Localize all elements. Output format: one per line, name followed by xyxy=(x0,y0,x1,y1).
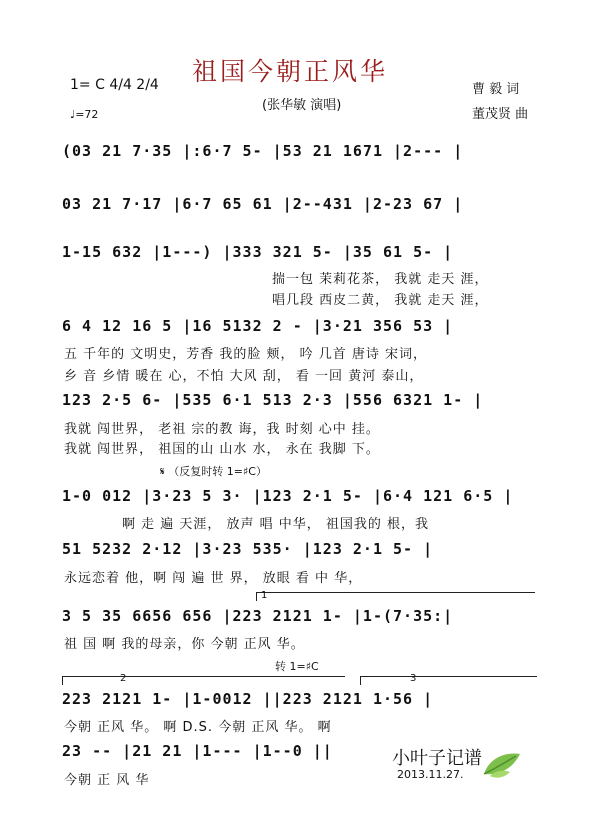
modulation-note: 转 1=♯C xyxy=(275,660,319,673)
lyric-row-7: 永远恋着 他，啊 闯 遍 世 界， 放眼 看 中 华， xyxy=(64,571,363,586)
ending-2-number: 2 xyxy=(120,673,127,684)
ending-2-bracket xyxy=(62,676,345,685)
ending-1-bracket xyxy=(256,592,535,601)
music-row-9: 223 2121 1- |1-0012 ||223 2121 1·56 | xyxy=(62,690,434,708)
song-title: 祖国今朝正风华 xyxy=(192,57,389,86)
lyric-row-8: 祖 国 啊 我的母亲，你 今朝 正风 华。 xyxy=(64,637,305,652)
lyric-row-6: 啊 走 遍 天涯， 放声 唱 中华， 祖国我的 根，我 xyxy=(122,517,430,532)
music-row-10: 23 -- |21 21 |1--- |1--0 || xyxy=(62,742,333,760)
segno-icon: 𝄋 xyxy=(160,465,165,478)
lyric-row-4-verse-1: 五 千年的 文明史，芳香 我的脸 颊， 吟 几首 唐诗 宋词， xyxy=(64,347,428,362)
transcription-date: 2013.11.27. xyxy=(397,768,464,781)
lyric-row-9: 今朝 正风 华。 啊 D.S. 今朝 正风 华。 啊 xyxy=(64,720,332,735)
lyric-row-3-verse-1: 揣一包 茉莉花茶， 我就 走天 涯， xyxy=(272,272,489,287)
lyric-row-10: 今朝 正 风 华 xyxy=(64,773,150,788)
ending-3-bracket xyxy=(360,676,537,685)
music-row-2: 03 21 7·17 |6·7 65 61 |2--431 |2-23 67 | xyxy=(62,195,464,213)
music-row-5: 123 2·5 6- |535 6·1 513 2·3 |556 6321 1- | xyxy=(62,391,484,409)
music-row-8: 3 5 35 6656 656 |223 2121 1- |1-(7·35:| xyxy=(62,607,454,625)
lyric-row-5-verse-1: 我就 闯世界， 老祖 宗的教 诲，我 时刻 心中 挂。 xyxy=(64,422,380,437)
lyricist-credit: 曹 毅 词 xyxy=(472,82,520,97)
music-row-7: 51 5232 2·12 |3·23 535· |123 2·1 5- | xyxy=(62,540,434,558)
music-row-4: 6 4 12 16 5 |16 5132 2 - |3·21 356 53 | xyxy=(62,317,454,335)
segno-repeat-note: 𝄋 （反复时转 1=♯C） xyxy=(160,465,267,478)
leaf-logo-icon xyxy=(480,748,524,780)
tempo-marking: ♩=72 xyxy=(70,108,99,121)
transcriber-brand: 小叶子记谱 xyxy=(392,748,482,769)
music-row-6: 1-0 012 |3·23 5 3· |123 2·1 5- |6·4 121 6·5 | xyxy=(62,487,514,505)
performer-subtitle: (张华敏 演唱) xyxy=(262,98,342,113)
music-row-3: 1-15 632 |1---) |333 321 5- |35 61 5- | xyxy=(62,243,454,261)
music-row-1: (03 21 7·35 |:6·7 5- |53 21 1671 |2--- | xyxy=(62,142,464,160)
ending-3-number: 3 xyxy=(410,673,417,684)
lyric-row-4-verse-2: 乡 音 乡情 暖在 心，不怕 大风 刮， 看 一回 黄河 泰山， xyxy=(64,369,424,384)
lyric-row-3-verse-2: 唱几段 西皮二黄， 我就 走天 涯， xyxy=(272,293,489,308)
key-time-signature: 1= C 4/4 2/4 xyxy=(70,77,159,93)
lyric-row-5-verse-2: 我就 闯世界， 祖国的山 山水 水， 永在 我脚 下。 xyxy=(64,442,380,457)
composer-credit: 董茂贤 曲 xyxy=(472,107,529,122)
ending-1-number: 1 xyxy=(261,590,268,601)
